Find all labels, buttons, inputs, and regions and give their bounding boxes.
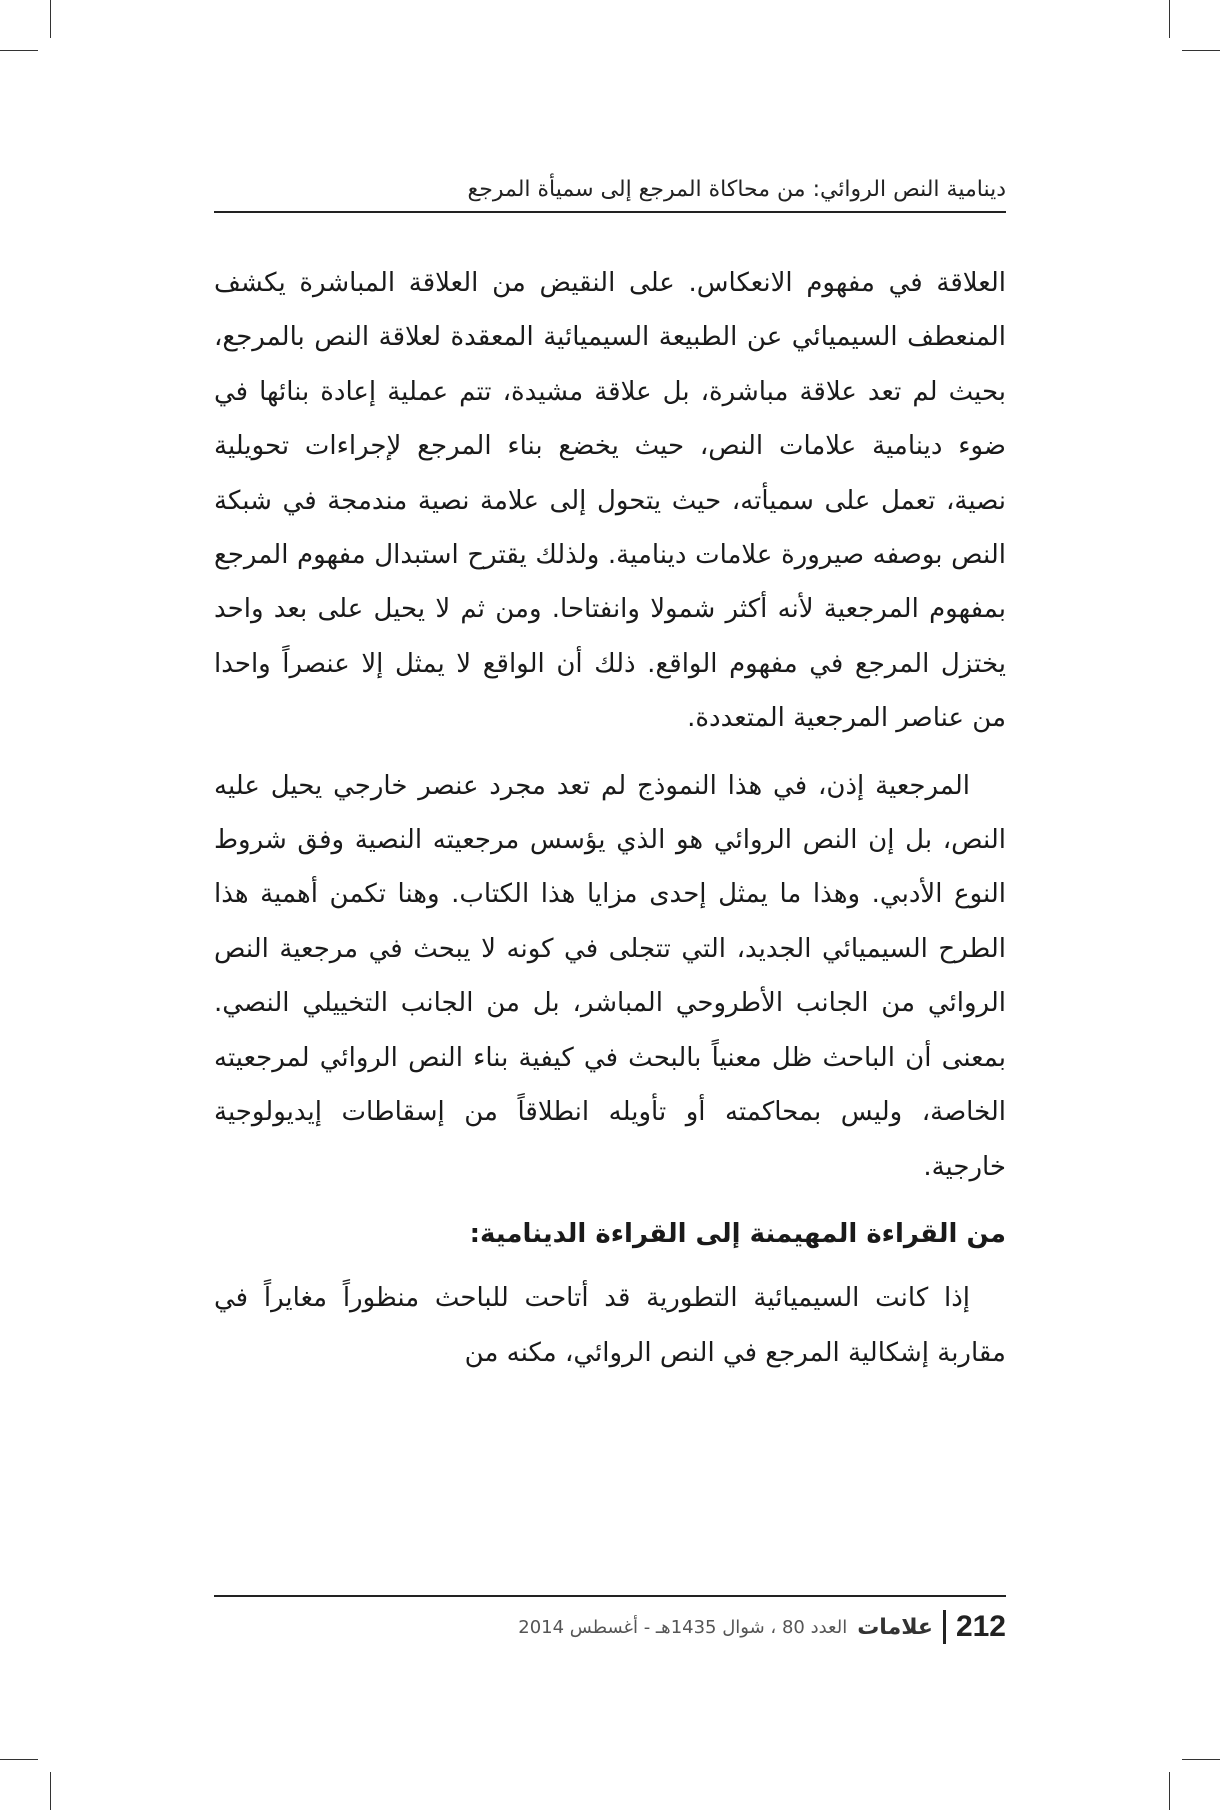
crop-mark (50, 1772, 51, 1810)
crop-mark (1169, 0, 1170, 38)
crop-mark (1182, 1759, 1220, 1760)
paragraph: المرجعية إذن، في هذا النموذج لم تعد مجرد عنصر خارجي يحيل عليه النص، بل إن النص الروائي هو الذي يؤسس مرجعيته النصية وفق شروط النوع الأدبي. وهذا ما يمثل إحدى مزايا هذا الكتاب. وهنا تكمن أهمية هذا الطرح السيميائي الجديد، التي تتجلى في كونه لا يبحث في مرجعية النص الروائي من الجانب الأطروحي المباشر، بل من الجانب التخييلي النصي. بمعنى أن الباحث ظل معنياً بالبحث في كيفية بناء النص الروائي لمرجعيته الخاصة، وليس بمحاكمته أو تأويله انطلاقاً من إسقاطات إيديولوجية خارجية. (214, 770, 1006, 1182)
header-rule (214, 211, 1006, 213)
running-head: دينامية النص الروائي: من محاكاة المرجع إلى سميأة المرجع (467, 177, 1006, 202)
journal-logo: علامات (857, 1614, 933, 1640)
footer-rule (214, 1595, 1006, 1597)
section-heading: من القراءة المهيمنة إلى القراءة الدينامية: (469, 1218, 1006, 1249)
issue-info: العدد 80 ، شوال 1435هـ - أغسطس 2014 (518, 1616, 848, 1638)
footer-divider (943, 1610, 946, 1644)
paragraph: العلاقة في مفهوم الانعكاس. على النقيض من العلاقة المباشرة يكشف المنعطف السيميائي عن الطبيعة السيميائية المعقدة لعلاقة النص بالمرجع، بحيث لم تعد علاقة مباشرة، بل علاقة مشيدة، تتم عملية إعادة بنائها في ضوء دينامية علامات النص، حيث يخضع بناء المرجع لإجراءات تحويلية نصية، تعمل على سميأته، حيث يتحول إلى علامة نصية مندمجة في شبكة النص بوصفه صيرورة علامات دينامية. ولذلك يقترح استبدال مفهوم المرجع بمفهوم المرجعية لأنه أكثر شمولا وانفتاحا. ومن ثم لا يحيل على بعد واحد يختزل المرجع في مفهوم الواقع. ذلك أن الواقع لا يمثل إلا عنصراً واحدا من عناصر المرجعية المتعددة. (214, 268, 1006, 734)
page-number: 212 (955, 1610, 1006, 1643)
crop-mark (0, 1759, 38, 1760)
crop-mark (50, 0, 51, 38)
crop-mark (0, 50, 38, 51)
body-text (214, 256, 1006, 1393)
crop-mark (1182, 50, 1220, 51)
paragraph: إذا كانت السيميائية التطورية قد أتاحت للباحث منظوراً مغايراً في مقاربة إشكالية المرجع في النص الروائي، مكنه من (214, 1283, 1006, 1368)
crop-mark (1169, 1772, 1170, 1810)
page-footer (214, 1602, 1006, 1652)
